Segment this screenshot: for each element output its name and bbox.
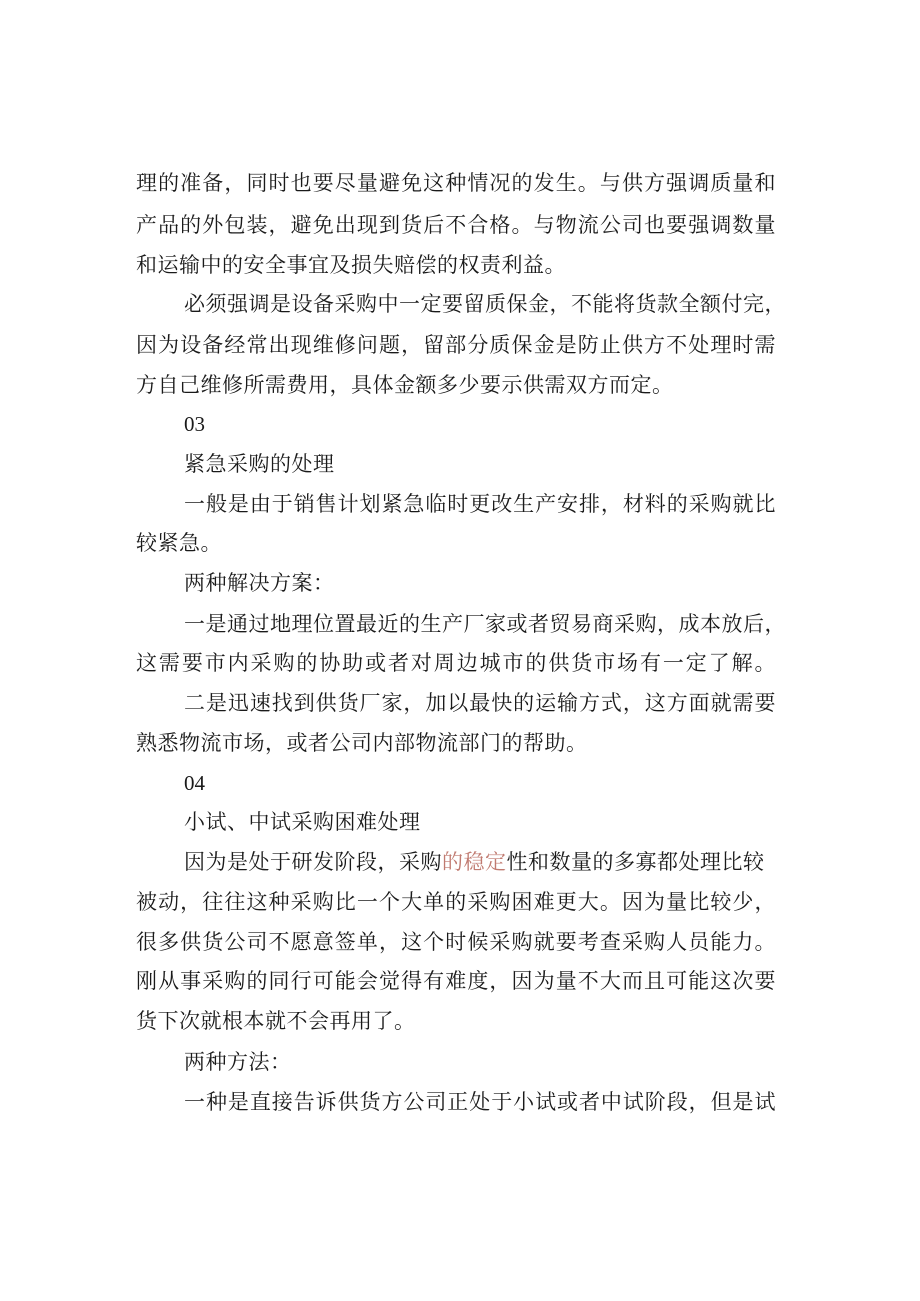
paragraph-line: 产品的外包装，避免出现到货后不合格。与物流公司也要强调数量 (136, 213, 776, 237)
paragraph-line: 必须强调是设备采购中一定要留质保金，不能将货款全额付完， (184, 292, 786, 316)
paragraph-line: 熟悉物流市场，或者公司内部物流部门的帮助。 (136, 731, 588, 755)
paragraph-line (184, 847, 776, 877)
section-heading: 小试、中试采购困难处理 (184, 810, 421, 834)
text-run: 性和数量的多寡都处理比较 (506, 850, 765, 874)
paragraph-line: 二是迅速找到供货厂家，加以最快的运输方式，这方面就需要 (184, 691, 776, 715)
paragraph-line: 被动，往往这种采购比一个大单的采购困难更大。因为量比较少， (136, 890, 776, 914)
paragraph-line: 两种解决方案： (184, 571, 335, 595)
paragraph-line: 刚从事采购的同行可能会觉得有难度，因为量不大而且可能这次要 (136, 969, 776, 993)
paragraph-line: 两种方法： (184, 1050, 292, 1074)
highlighted-text: 的稳定 (442, 850, 507, 874)
paragraph-line: 货下次就根本就不会再用了。 (136, 1009, 416, 1033)
paragraph-line: 一般是由于销售计划紧急临时更改生产安排，材料的采购就比 (184, 492, 776, 516)
paragraph-line: 这需要市内采购的协助或者对周边城市的供货市场有一定了解。 (136, 651, 776, 675)
section-heading: 紧急采购的处理 (184, 452, 335, 476)
paragraph-line: 方自己维修所需费用，具体金额多少要示供需双方而定。 (136, 373, 674, 397)
paragraph-line: 很多供货公司不愿意签单，这个时候采购就要考查采购人员能力。 (136, 930, 776, 954)
section-number: 03 (184, 412, 205, 436)
paragraph-line: 一种是直接告诉供货方公司正处于小试或者中试阶段，但是试 (184, 1090, 776, 1114)
paragraph-line: 较紧急。 (136, 531, 222, 555)
text-run: 因为是处于研发阶段，采购 (184, 850, 442, 874)
paragraph-line: 因为设备经常出现维修问题，留部分质保金是防止供方不处理时需 (136, 333, 776, 357)
paragraph-line: 和运输中的安全事宜及损失赔偿的权责利益。 (136, 253, 566, 277)
section-number: 04 (184, 771, 205, 795)
paragraph-line: 理的准备，同时也要尽量避免这种情况的发生。与供方强调质量和 (136, 171, 776, 195)
paragraph-line: 一是通过地理位置最近的生产厂家或者贸易商采购，成本放后， (184, 612, 786, 636)
